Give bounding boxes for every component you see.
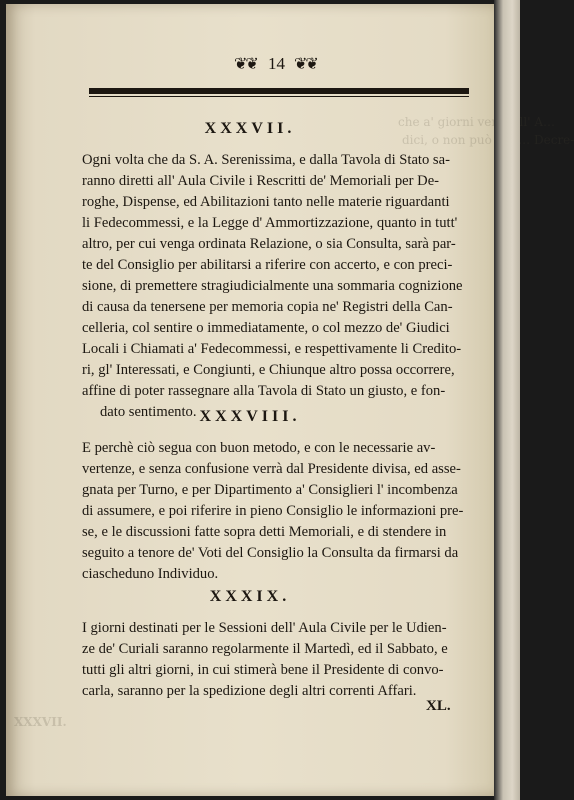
fleuron-ornament-left: ❦❦ xyxy=(234,54,257,73)
header-rule-thick xyxy=(89,88,469,94)
bleed-through-text: che a' giorni veri dell' A… xyxy=(398,115,556,129)
text-line: vertenze, e senza confusione verrà dal Presidente divisa, ed asse- xyxy=(82,461,461,477)
page-header xyxy=(6,54,494,78)
text-line: sione, di premettere stragiudicialmente una sommaria cognizione xyxy=(82,278,463,294)
section-heading: XXXVIII. xyxy=(199,408,301,425)
section-paragraph xyxy=(82,618,474,702)
catchword: XL. xyxy=(426,698,451,714)
text-line: seguito a tenore de' Voti del Consiglio la Consulta da firmarsi da xyxy=(82,545,459,561)
header-rule-thin xyxy=(89,96,469,97)
section-heading: XXXVII. xyxy=(204,120,296,137)
text-line: affine di poter rassegnare alla Tavola di Stato un giusto, e fon- xyxy=(82,383,446,399)
bleed-through-text: XXXVII. xyxy=(14,715,67,729)
facing-page-edge xyxy=(494,0,520,800)
text-line: Locali i Chiamati a' Fedecommessi, e respettivamente li Credito- xyxy=(82,341,462,357)
text-line: di causa da tenersene per memoria copia ne' Registri della Can- xyxy=(82,299,453,315)
text-line: carla, saranno per la spedizione degli altri correnti Affari. xyxy=(82,683,417,699)
text-line: ranno diretti all' Aula Civile i Rescritti de' Memoriali per De- xyxy=(82,173,440,189)
page-number: 14 xyxy=(268,54,285,73)
text-line: ri, gl' Interessati, e Congiunti, e Chiunque altro possa occorrere, xyxy=(82,362,455,378)
bleed-through-text: dici, o non può dal … Decre- xyxy=(402,133,574,147)
text-line: Ogni volta che da S. A. Serenissima, e dalla Tavola di Stato sa- xyxy=(82,152,450,168)
text-line: ze de' Curiali saranno regolarmente il Martedì, ed il Sabbato, e xyxy=(82,641,448,657)
text-line: ciascheduno Individuo. xyxy=(82,566,219,582)
text-line: gnata per Turno, e per Dipartimento a' Consiglieri l' incombenza xyxy=(82,482,458,498)
text-line: li Fedecommessi, e la Legge d' Ammortizzazione, quanto in tutt' xyxy=(82,215,458,231)
fleuron-ornament-right: ❦❦ xyxy=(294,54,317,73)
section-heading: XXXIX. xyxy=(209,588,291,605)
book-page xyxy=(6,4,574,796)
text-line: di assumere, e poi riferire in pieno Consiglio le informazioni pre- xyxy=(82,503,464,519)
text-line: te del Consiglio per abilitarsi a riferire con accerto, e con preci- xyxy=(82,257,453,273)
text-line: se, e le discussioni fatte sopra detti Memoriali, e di stendere in xyxy=(82,524,447,540)
text-line: E perchè ciò segua con buon metodo, e con le necessarie av- xyxy=(82,440,436,456)
text-line: altro, per cui venga ordinata Relazione, o sia Consulta, sarà par- xyxy=(82,236,456,252)
text-line: celleria, col sentire o immediatamente, o col mezzo de' Giudici xyxy=(82,320,450,336)
text-line: dato sentimento. xyxy=(100,404,197,420)
section-paragraph xyxy=(82,438,474,585)
text-line: I giorni destinati per le Sessioni dell' Aula Civile per le Udien- xyxy=(82,620,447,636)
text-line: roghe, Dispense, ed Abilitazioni tanto nelle materie riguardanti xyxy=(82,194,450,210)
section-paragraph xyxy=(82,150,474,423)
text-line: tutti gli altri giorni, in cui stimerà bene il Presidente di convo- xyxy=(82,662,444,678)
